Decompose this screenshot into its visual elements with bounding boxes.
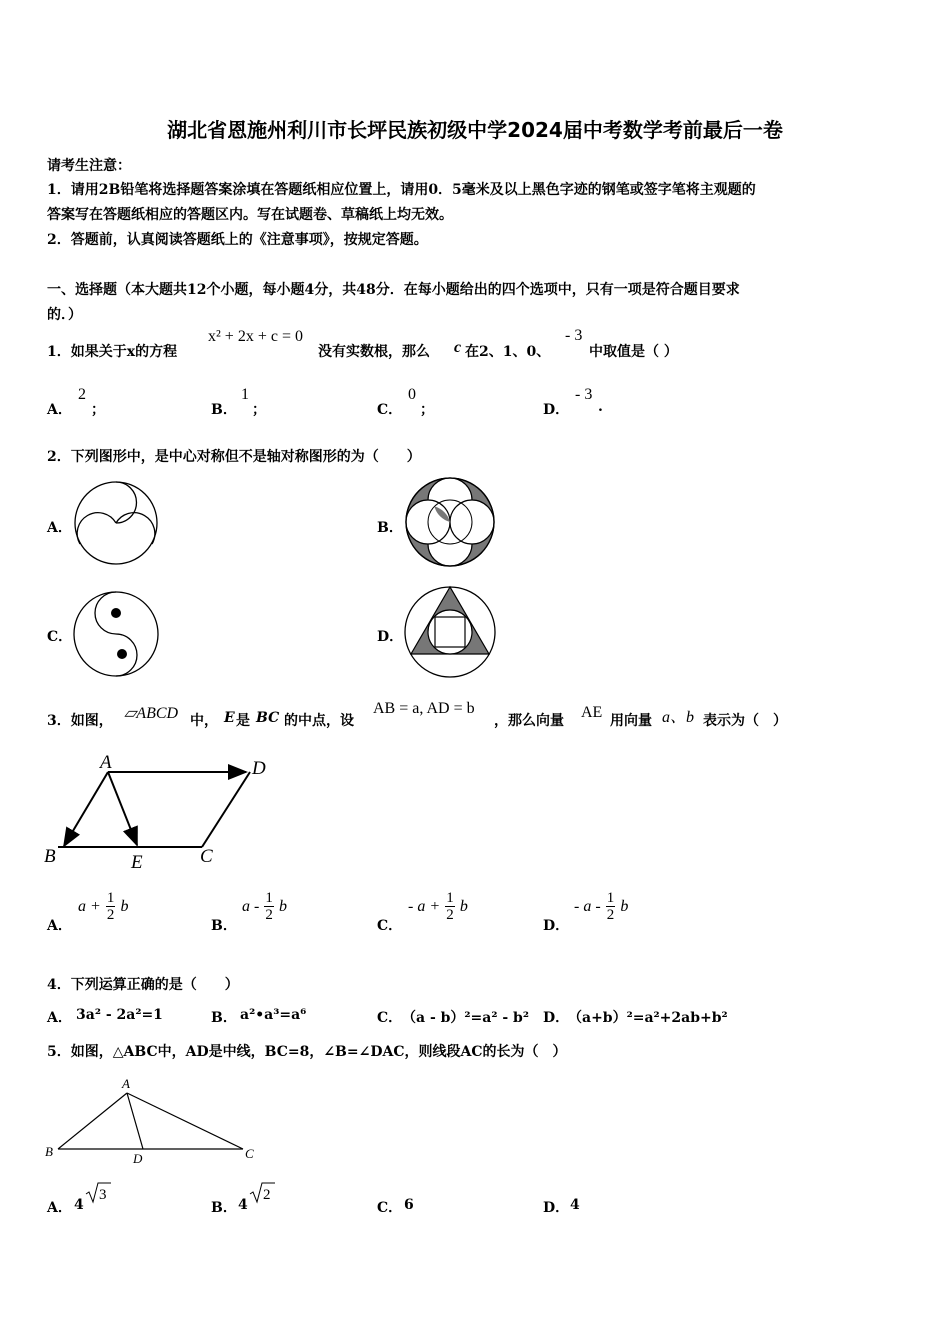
q1-option-c-label: C． bbox=[377, 402, 403, 418]
q2-option-c-label: C． bbox=[47, 629, 73, 645]
q3-segment-bc: BC bbox=[256, 710, 280, 726]
q5-option-c-label: C． bbox=[377, 1200, 403, 1216]
q1-option-a-value: 2 bbox=[78, 386, 86, 403]
q3-option-a-fraction: $\frac{1}{2}$ bbox=[106, 890, 115, 923]
q5-option-b-radicand: 2 bbox=[263, 1187, 271, 1203]
q3-option-b-label: B． bbox=[211, 918, 237, 934]
q3-option-b-fraction: $\frac{1}{2}$ bbox=[265, 890, 273, 923]
q4-option-d-text: （a+b）²=a²+2ab+b² bbox=[568, 1010, 728, 1026]
q5-option-d-text: 4 bbox=[570, 1197, 580, 1213]
q1-option-b-value: 1 bbox=[241, 386, 249, 403]
q3-label-d: D bbox=[252, 758, 266, 779]
q1-option-a-label: A． bbox=[47, 402, 72, 418]
q4-option-b-text: a²•a³=a⁶ bbox=[240, 1007, 307, 1023]
q5-option-a-radical bbox=[84, 1181, 112, 1205]
q3-label-a: A bbox=[100, 752, 112, 773]
q5-option-c-text: 6 bbox=[404, 1197, 414, 1213]
q1-option-c-value: 0 bbox=[408, 386, 416, 403]
q3-option-c-lead: - a + bbox=[408, 898, 441, 915]
q5-label-c: C bbox=[245, 1146, 254, 1161]
q1-middle: 没有实数根，那么 bbox=[318, 344, 430, 360]
q3-option-b-lead: a - bbox=[242, 898, 260, 915]
q4-option-b-label: B． bbox=[211, 1010, 237, 1026]
q1-value: - 3 bbox=[565, 327, 583, 344]
q3-option-a-lead: a + bbox=[78, 898, 101, 915]
q2-option-d-label: D． bbox=[377, 629, 404, 645]
q5-option-d-label: D． bbox=[543, 1200, 570, 1216]
q1-option-d-label: D． bbox=[543, 402, 570, 418]
q4-option-c-text: （a - b）²=a² - b² bbox=[402, 1010, 529, 1026]
q5-option-b-label: B． bbox=[211, 1200, 237, 1216]
q3-prefix: 3．如图， bbox=[47, 713, 113, 729]
q1-suffix: 中取值是（ ） bbox=[589, 344, 678, 360]
q5-option-a-radicand: 3 bbox=[99, 1187, 107, 1203]
section-heading-line-2: 的．） bbox=[47, 307, 82, 323]
q3-option-b-expr bbox=[242, 890, 287, 923]
q5-label-b: B bbox=[45, 1144, 53, 1159]
q5-label-a: A bbox=[122, 1076, 130, 1091]
q3-mid1: 中， bbox=[190, 713, 218, 729]
q4-option-a-label: A． bbox=[47, 1010, 72, 1026]
q1-var: c bbox=[454, 339, 462, 356]
q3-vectors-ab: a、b bbox=[662, 709, 695, 726]
q3-option-c-fraction: $\frac{1}{2}$ bbox=[446, 890, 454, 923]
q3-option-d-expr bbox=[574, 890, 628, 923]
q4-option-a-text: 3a² - 2a²=1 bbox=[76, 1007, 163, 1023]
q3-option-a-tail: b bbox=[120, 898, 129, 915]
q1-option-b-label: B． bbox=[211, 402, 237, 418]
section-heading-line-1: 一、选择题（本大题共12个小题，每小题4分，共48分．在每小题给出的四个选项中，只有一项是符合题目要求 bbox=[47, 282, 740, 298]
q3-parallelogram-figure bbox=[42, 750, 282, 875]
q3-label-e: E bbox=[131, 852, 143, 873]
q3-option-d-fraction: $\frac{1}{2}$ bbox=[606, 890, 615, 923]
q5-triangle-figure bbox=[42, 1072, 264, 1168]
q5-stem: 5．如图，△ABC中，AD是中线，BC=8，∠B=∠DAC，则线段AC的长为（ ） bbox=[47, 1044, 567, 1060]
q3-option-d-lead: - a - bbox=[574, 898, 601, 915]
q3-option-d-tail: b bbox=[620, 898, 629, 915]
q3-mid5: 用向量 bbox=[610, 713, 652, 729]
q5-option-a-label: A． bbox=[47, 1200, 72, 1216]
q2-figure-d bbox=[402, 582, 502, 682]
q3-option-c-expr bbox=[408, 890, 468, 923]
q3-option-a-label: A． bbox=[47, 918, 72, 934]
q1-option-c-tail: ； bbox=[420, 402, 434, 418]
q5-option-a-text: 4 bbox=[74, 1197, 84, 1213]
q3-label-b: B bbox=[44, 846, 56, 867]
q1-middle2: 在2、1、0、 bbox=[465, 344, 551, 360]
q1-prefix: 1．如果关于x的方程 bbox=[47, 344, 178, 360]
q5-option-b-text: 4 bbox=[238, 1197, 248, 1213]
q3-option-c-tail: b bbox=[459, 898, 468, 915]
q4-option-c-label: C． bbox=[377, 1010, 403, 1026]
q5-option-b-radical bbox=[248, 1181, 276, 1205]
q3-point-e: E bbox=[224, 710, 235, 726]
q3-mid4: ，那么向量 bbox=[494, 713, 564, 729]
q3-suffix: 表示为（ ） bbox=[703, 713, 787, 729]
q3-parallelogram: ▱ABCD bbox=[124, 705, 179, 722]
q1-equation: x² + 2x + c = 0 bbox=[208, 328, 303, 345]
q2-stem: 2．下列图形中，是中心对称但不是轴对称图形的为（ ） bbox=[47, 449, 421, 465]
q3-option-c-label: C． bbox=[377, 918, 403, 934]
q3-label-c: C bbox=[200, 846, 213, 867]
q3-vectors: AB = a, AD = b bbox=[373, 700, 475, 717]
q2-figure-a bbox=[70, 478, 162, 568]
notice-line-1: 1．请用2B铅笔将选择题答案涂填在答题纸相应位置上，请用0．5毫米及以上黑色字迹的钢笔或签字笔将主观题的 bbox=[47, 182, 756, 198]
q4-stem: 4．下列运算正确的是（ ） bbox=[47, 977, 239, 993]
q2-option-a-label: A． bbox=[47, 520, 72, 536]
q3-mid3: 的中点，设 bbox=[284, 713, 354, 729]
q3-option-a-expr bbox=[78, 890, 128, 923]
notice-heading: 请考生注意： bbox=[47, 158, 131, 174]
q2-figure-c bbox=[70, 588, 162, 680]
q5-label-d: D bbox=[133, 1151, 143, 1166]
q3-vector-ae: AE bbox=[581, 704, 603, 721]
notice-line-2: 2．答题前，认真阅读答题纸上的《注意事项》，按规定答题。 bbox=[47, 232, 428, 248]
q2-option-b-label: B． bbox=[377, 520, 403, 536]
q3-option-b-tail: b bbox=[279, 898, 288, 915]
notice-line-1b: 答案写在答题纸相应的答题区内。写在试题卷、草稿纸上均无效。 bbox=[47, 207, 453, 223]
q4-option-d-label: D． bbox=[543, 1010, 570, 1026]
q1-option-d-tail: . bbox=[598, 399, 603, 415]
q1-option-d-value: - 3 bbox=[575, 386, 593, 403]
q3-mid2: 是 bbox=[236, 713, 250, 729]
q1-option-b-tail: ； bbox=[252, 402, 266, 418]
q1-option-a-tail: ； bbox=[91, 402, 105, 418]
q3-option-d-label: D． bbox=[543, 918, 570, 934]
page-title: 湖北省恩施州利川市长坪民族初级中学2024届中考数学考前最后一卷 bbox=[167, 118, 783, 142]
q2-figure-b bbox=[402, 474, 498, 570]
